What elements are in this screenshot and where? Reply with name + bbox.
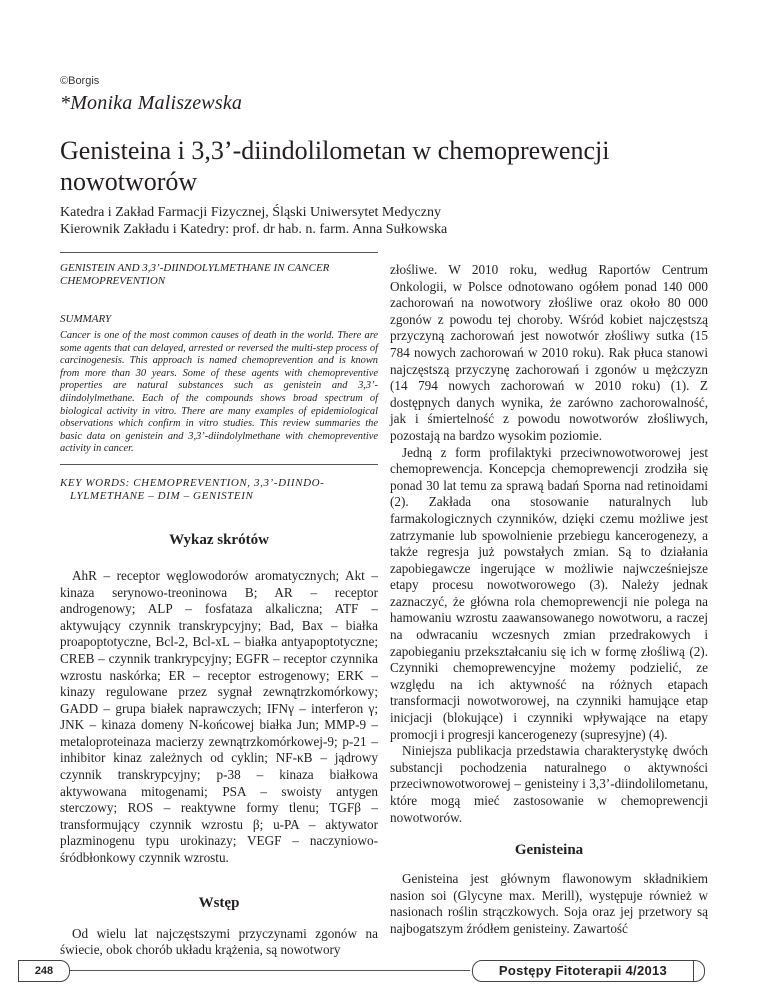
keywords-line: LYLMETHANE – DIM – GENISTEIN <box>70 489 254 502</box>
keywords <box>60 477 378 503</box>
affiliation <box>60 204 720 238</box>
body-paragraph: Niniejsza publikacja przedstawia charakterystykę dwóch substancji pochodzenia naturalnego o aktywności przeciwnowotworowej – genisteiny i 3,3’-diindolilometanu, które mogą mieć zastosowanie w chemoprewencji nowotworów. <box>390 743 708 825</box>
divider <box>60 464 378 465</box>
divider <box>60 252 378 253</box>
footer-decoration <box>692 960 705 982</box>
keywords-line: KEY WORDS: CHEMOPREVENTION, 3,3’-DIINDO- <box>60 476 325 489</box>
body-paragraph: Genisteina jest głównym flawonowym składnikiem nasion soi (Glycyne max. Merill), występuje również w nasionach roślin strączkowych. Soja oraz jej przetwory są najbogatszym źródłem genisteiny. Zawartość <box>390 871 708 936</box>
affiliation-department: Katedra i Zakład Farmacji Fizycznej, Śląski Uniwersytet Medyczny <box>60 205 441 220</box>
intro-heading: Wstęp <box>198 894 240 911</box>
journal-name: Postępy Fitoterapii 4/2013 <box>472 960 694 982</box>
author-name: *Monika Maliszewska <box>60 92 243 114</box>
abbreviations-text: AhR – receptor węglowodorów aromatycznych; Akt – kinaza serynowo-treoninowa B; AR – receptor androgenowy; ALP – fosfataza alkaliczna; ATF – aktywujący czynnik transkrypcyjny; Bad, Bax – białka proapoptotyczne, Bcl-2, Bcl-xL – białka antyapoptotyczne; CREB – czynnik trankrypcyjny; EGFR – receptor czynnika wzrostu naskórka; ER – receptor estrogenowy; ERK – kinazy regulowane przez sygnał zewnątrzkomórkowy; GADD – grupa białek naprawczych; IFNγ – interferon γ; JNK – kinaza domeny N-końcowej białka Jun; MMP-9 – metaloproteinaza macierzy zewnątrzkomórkowej-9; p-21 – inhibitor kinaz zależnych od cyklin; NF-κB – jądrowy czynnik transkrypcyjny; p-38 – kinaza białkowa aktywowana mitogenami; PSA – swoisty antygen sterczowy; ROS – reaktywne formy tlenu; TGFβ – transformujący czynnik wzrostu β; u-PA – aktywator plazminogenu typu urokinazy; VEGF – naczyniowo-śródbłonkowy czynnik wzrostu. <box>60 567 378 866</box>
left-column <box>60 252 378 959</box>
affiliation-head: Kierownik Zakładu i Katedry: prof. dr hab. n. farm. Anna Sułkowska <box>60 222 448 237</box>
publisher-label: ©Borgis <box>60 75 100 87</box>
body-paragraph: Jedną z form profilaktyki przeciwnowotworowej jest chemoprewencja. Koncepcja chemoprewencji zrodziła się ponad 30 lat temu za sprawą badań Sporna nad retinoidami (2). Zakłada ona stosowanie naturalnych lub farmakologicznych czynników, dzięki czemu możliwe jest zatrzymanie lub spowolnienie przebiegu kancerogenezy, a także regresja już powstałych zmian. Są to działania zapobiegawcze ingerujące w możliwie najwcześniejsze etapy procesu nowotworowego (3). Należy jednak zaznaczyć, że główna rola chemoprewencji nie polega na hamowaniu wzrostu zaawansowanego nowotworu, a raczej na odwracaniu wczesnych zmian przedrakowych i zapobieganiu przekształcaniu się ich w formę złośliwą (2). Czynniki chemoprewencyjne możemy podzielić, ze względu na ich aktywność na różnych etapach transformacji nowotworowej, na czynniki hamujące etap inicjacji (blokujące) i czynniki wpływające na etapy promocji i progresji kancerogenezy (supresyjne) (4). <box>390 444 708 742</box>
right-column <box>390 262 708 938</box>
english-title: GENISTEIN AND 3,3’-DIINDOLYLMETHANE IN CANCER CHEMOPREVENTION <box>60 262 330 287</box>
intro-paragraph: Od wielu lat najczęstszymi przyczynami zgonów na świecie, obok chorób układu krążenia, są nowotwory <box>60 925 378 958</box>
abbreviations-heading: Wykaz skrótów <box>169 531 269 548</box>
summary-text: Cancer is one of the most common causes of death in the world. There are some agents that can delayed, arrested or reversed the multi-step process of carcinogenesis. This approach is named chemoprevention and is known from more than 30 years. Some of these agents with chemopreventive properties are natural substances such as genistein and 3,3’-diindolylmethane. Each of the compounds shows broad spectrum of biological activity in vitro. There are many examples of epidemiological observations which confirm in vitro studies. This review summaries the basic data on genistein and 3,3’-diindolylmethane with chemopreventive activity in cancer. <box>60 330 378 455</box>
genisteina-heading: Genisteina <box>514 842 584 859</box>
summary-label: SUMMARY <box>60 313 112 325</box>
footer-divider <box>70 970 470 971</box>
page-number: 248 <box>18 960 70 982</box>
article-title: Genisteina i 3,3’-diindolilometan w chemoprewencji nowotworów <box>60 136 610 196</box>
body-paragraph: złośliwe. W 2010 roku, według Raportów Centrum Onkologii, w Polsce odnotowano ogółem ponad 140 000 zachorowań na nowotwory złośliwe oraz około 80 000 zgonów z powodu tej choroby. Wśród kobiet najczęstszą przyczyną zachorowań jest nowotwór złośliwy sutka (15 784 nowych zachorowań w 2010 roku). Rak płuca stanowi najczęstszą przyczynę zachorowań i zgonów u mężczyzn (14 794 nowych zachorowań w 2010 roku) (1). Z dostępnych danych wynika, że zarówno zachorowalność, jak i śmiertelność z powodu nowotworów złośliwych, pozostają na bardzo wysokim poziomie. <box>390 262 708 443</box>
